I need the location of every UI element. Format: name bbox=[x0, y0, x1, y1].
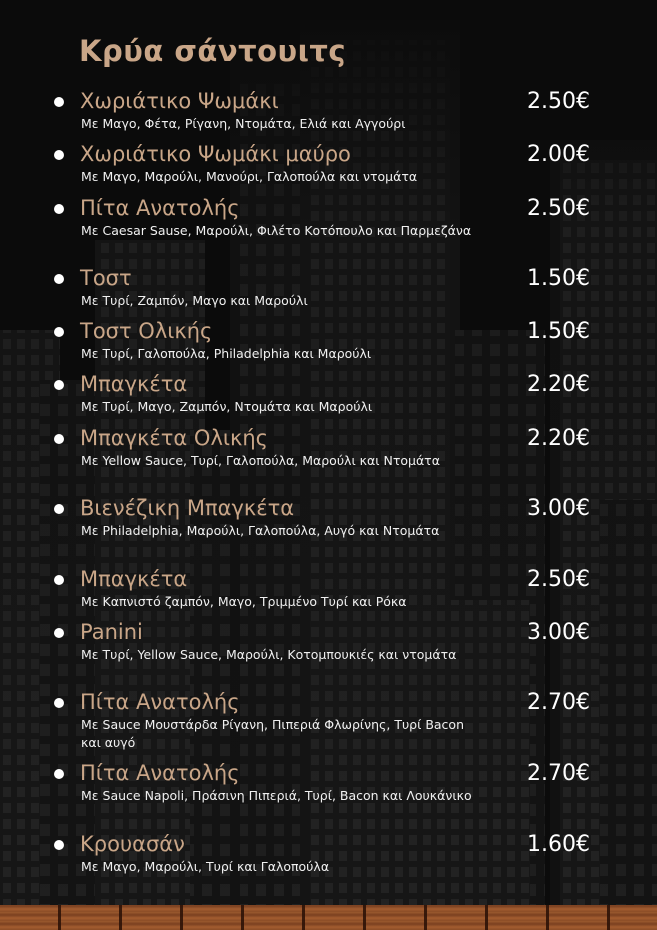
item-price: 1.50€ bbox=[527, 319, 590, 344]
item-description: Με Philadelphia, Μαρούλι, Γαλοπούλα, Αυγό και Ντομάτα bbox=[81, 523, 440, 538]
item-price: 2.50€ bbox=[527, 89, 590, 114]
item-name: Πίτα Ανατολής bbox=[80, 761, 240, 785]
item-name: Βιενέζικη Μπαγκέτα bbox=[80, 496, 295, 520]
item-name: Χωριάτικο Ψωμάκι μαύρο bbox=[80, 142, 351, 166]
item-description: Με Τυρί, Yellow Sauce, Μαρούλι, Κοτομπουκιές και ντομάτα bbox=[81, 647, 457, 662]
bullet-dot bbox=[54, 327, 64, 337]
item-description: Με Yellow Sauce, Τυρί, Γαλοπούλα, Μαρούλι και Ντομάτα bbox=[81, 453, 440, 468]
item-description: Με Τυρί, Ζαμπόν, Μαγο και Μαρούλι bbox=[81, 293, 308, 308]
item-description: Με Sauce Μουστάρδα Ρίγανη, Πιπεριά Φλωρίνης, Τυρί Bacon και αυγό bbox=[81, 717, 465, 750]
bullet-dot bbox=[54, 769, 64, 779]
item-price: 2.20€ bbox=[527, 372, 590, 397]
bullet-dot bbox=[54, 698, 64, 708]
item-name: Μπαγκέτα bbox=[80, 567, 188, 591]
bullet-dot bbox=[54, 434, 64, 444]
bullet-dot bbox=[54, 504, 64, 514]
bullet-dot bbox=[54, 150, 64, 160]
item-price: 1.50€ bbox=[527, 266, 590, 291]
item-price: 2.00€ bbox=[527, 142, 590, 167]
item-name: Τοστ bbox=[80, 266, 132, 290]
bullet-dot bbox=[54, 204, 64, 214]
wood-floor-strip bbox=[0, 905, 657, 930]
item-description: Με Μαγο, Μαρούλι, Μανούρι, Γαλοπούλα και ντομάτα bbox=[81, 169, 418, 184]
item-name: Τοστ Ολικής bbox=[80, 319, 213, 343]
bullet-dot bbox=[54, 840, 64, 850]
item-price: 2.50€ bbox=[527, 196, 590, 221]
item-description: Με Καπνιστό ζαμπόν, Μαγο, Τριμμένο Τυρί και Ρόκα bbox=[81, 594, 407, 609]
item-name: Πίτα Ανατολής bbox=[80, 196, 240, 220]
item-price: 1.60€ bbox=[527, 832, 590, 857]
item-name: Μπαγκέτα Ολικής bbox=[80, 426, 268, 450]
section-title: Κρύα σάντουιτς bbox=[79, 34, 347, 68]
item-name: Panini bbox=[80, 620, 143, 644]
item-name: Χωριάτικο Ψωμάκι bbox=[80, 89, 279, 113]
bullet-dot bbox=[54, 97, 64, 107]
bullet-dot bbox=[54, 628, 64, 638]
item-description: Με Sauce Napoli, Πράσινη Πιπεριά, Τυρί, Bacon και Λουκάνικο bbox=[81, 788, 472, 803]
bullet-dot bbox=[54, 274, 64, 284]
bullet-dot bbox=[54, 380, 64, 390]
item-description: Με Τυρί, Μαγο, Ζαμπόν, Ντομάτα και Μαρούλι bbox=[81, 399, 373, 414]
item-name: Κρουασάν bbox=[80, 832, 185, 856]
item-price: 2.50€ bbox=[527, 567, 590, 592]
item-price: 2.20€ bbox=[527, 426, 590, 451]
item-name: Μπαγκέτα bbox=[80, 372, 188, 396]
bullet-dot bbox=[54, 575, 64, 585]
item-price: 2.70€ bbox=[527, 761, 590, 786]
item-price: 3.00€ bbox=[527, 620, 590, 645]
item-name: Πίτα Ανατολής bbox=[80, 690, 240, 714]
item-description: Με Μαγο, Φέτα, Ρίγανη, Ντομάτα, Ελιά και Αγγούρι bbox=[81, 116, 406, 131]
item-price: 2.70€ bbox=[527, 690, 590, 715]
item-description: Με Caesar Sause, Μαρούλι, Φιλέτο Κοτόπουλο και Παρμεζάνα bbox=[81, 223, 472, 238]
item-price: 3.00€ bbox=[527, 496, 590, 521]
item-description: Με Μαγο, Μαρούλι, Τυρί και Γαλοπούλα bbox=[81, 859, 330, 874]
item-description: Με Τυρί, Γαλοπούλα, Philadelphia και Μαρούλι bbox=[81, 346, 372, 361]
